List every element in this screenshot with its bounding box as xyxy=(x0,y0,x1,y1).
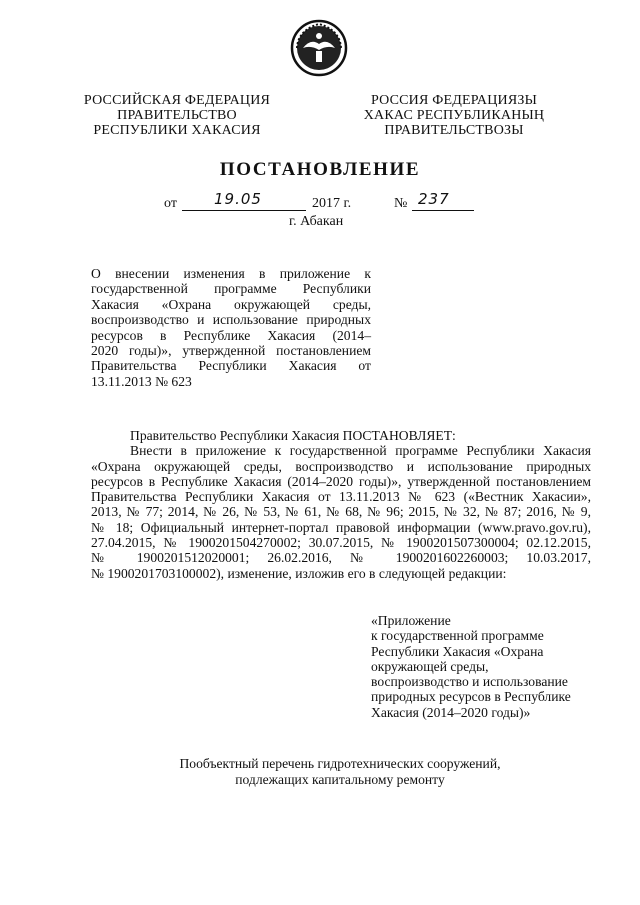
appendix-line: к государственной программе xyxy=(371,628,544,644)
subject-line: воспроизводство и использование природных xyxy=(91,312,371,328)
subject-line: Хакасия «Охрана окружающей среды, xyxy=(91,296,371,312)
body-block xyxy=(91,428,591,581)
appendix-line: окружающей среды, xyxy=(371,658,489,674)
appendix-header xyxy=(371,613,601,720)
body-line: «Охрана окружающей среды, воспроизводство и использование природных xyxy=(91,458,591,474)
subject-block xyxy=(91,266,371,389)
number-label: № xyxy=(394,196,408,211)
subject-line: О внесении изменения в приложение к xyxy=(91,266,371,281)
city-label: г. Абакан xyxy=(289,214,344,229)
handwritten-number: 237 xyxy=(418,190,450,208)
date-line xyxy=(164,190,494,214)
header-left xyxy=(67,93,287,138)
body-line: Внести в приложение к государственной программе Республики Хакасия xyxy=(130,443,591,459)
body-line: № 1900201703100002), изменение, изложив его в следующей редакции: xyxy=(91,565,507,581)
appendix-line: природных ресурсов в Республике xyxy=(371,689,571,705)
appendix-line: Республики Хакасия «Охрана xyxy=(371,643,544,659)
decree-line: Правительство Республики Хакасия ПОСТАНОВЛЯЕТ: xyxy=(130,428,456,443)
subject-line: ресурсов в Республике Хакасия (2014– xyxy=(91,327,371,343)
header-left-line: ПРАВИТЕЛЬСТВО xyxy=(117,108,237,123)
body-line: ресурсов в Республике Хакасия (2014–2020 годы)», утвержденной постановлением xyxy=(91,473,591,489)
body-line: № 18; Официальный интернет-портал правовой информации (www.pravo.gov.ru), xyxy=(91,519,591,535)
handwritten-date: 19.05 xyxy=(214,190,262,208)
header-left-line: РОССИЙСКАЯ ФЕДЕРАЦИЯ xyxy=(83,93,271,108)
header-right-line: ХАКАС РЕСПУБЛИКАНЫҢ xyxy=(363,108,545,123)
list-title-line: подлежащих капитальному ремонту xyxy=(235,771,445,787)
subject-line: 2020 годы)», утвержденной постановлением xyxy=(91,343,371,359)
body-line: 27.04.2015, № 1900201504270002; 30.07.2015, № 1900201507300004; 02.12.2015, xyxy=(91,535,591,551)
header-right-line: ПРАВИТЕЛЬСТВОЗЫ xyxy=(384,123,524,138)
header-right-line: РОССИЯ ФЕДЕРАЦИЯЗЫ xyxy=(370,93,538,108)
from-label: от xyxy=(164,196,177,211)
appendix-line: Хакасия (2014–2020 годы)» xyxy=(371,704,531,720)
body-line: № 1900201512020001; 26.02.2016, № 1900201602260003; 10.03.2017, xyxy=(91,550,591,566)
year-label: 2017 г. xyxy=(312,196,352,211)
appendix-line: «Приложение xyxy=(371,613,451,628)
body-line: Правительства Республики Хакасия от 13.11.2013 № 623 («Вестник Хакасии», xyxy=(91,489,591,505)
header-right xyxy=(344,93,564,138)
coat-of-arms-emblem xyxy=(289,18,349,78)
subject-line: 13.11.2013 № 623 xyxy=(91,373,192,389)
header-left-line: РЕСПУБЛИКИ ХАКАСИЯ xyxy=(93,123,261,138)
document-title: ПОСТАНОВЛЕНИЕ xyxy=(219,159,421,180)
subject-line: государственной программе Республики xyxy=(91,281,371,297)
list-title-line: Пообъектный перечень гидротехнических сооружений, xyxy=(179,756,501,771)
list-title xyxy=(0,756,640,787)
body-line: 2013, № 77; 2014, № 26, № 53, № 61, № 68, № 96; 2015, № 32, № 87; 2016, № 9, xyxy=(91,504,591,520)
subject-line: Правительства Республики Хакасия от xyxy=(91,358,371,374)
appendix-line: воспроизводство и использование xyxy=(371,674,568,690)
